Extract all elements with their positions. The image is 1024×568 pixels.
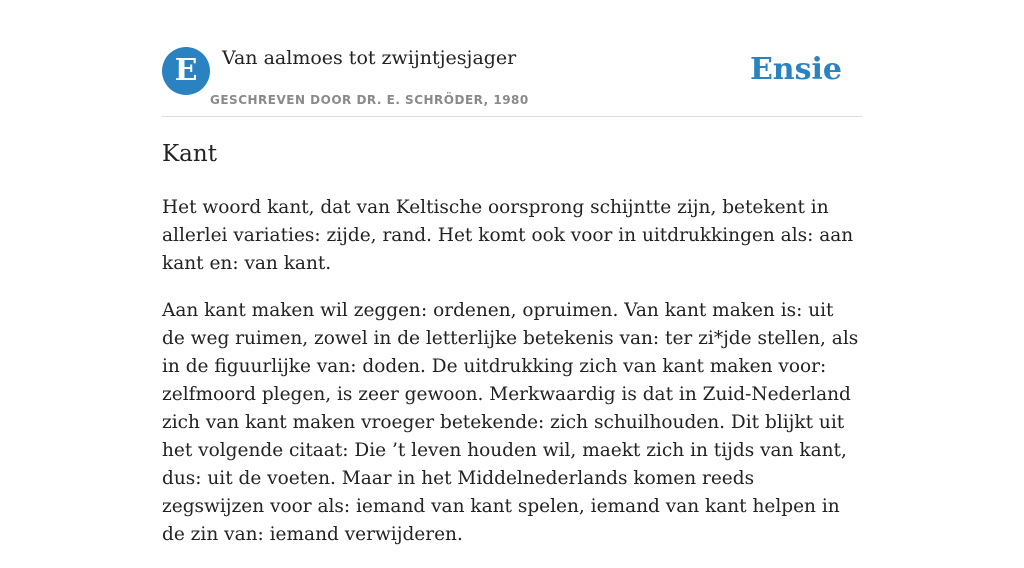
header xyxy=(162,46,862,117)
entry-content xyxy=(162,138,862,568)
book-title[interactable]: Van aalmoes tot zwijntjesjager xyxy=(222,47,517,69)
entry-paragraph: Aan kant maken wil zeggen: ordenen, opruimen. Van kant maken is: uit de weg ruimen, zowel in de letterlijke betekenis van: ter zi*jde stellen, als in de figuurlijke van: doden. De uitdrukking zich van kant maken voor: zelfmoord plegen, is zeer gewoon. Merkwaardig is dat in Zuid-Nederland zich van kant maken vroeger betekende: zich schuilhouden. Dit blijkt uit het volgende citaat: Die ’t leven houden wil, maekt zich in tijds van kant, dus: uit de voeten. Maar in het Middelnederlands komen reeds zegswijzen voor als: iemand van kant spelen, iemand van kant helpen in de zin van: iemand verwijderen. xyxy=(162,300,859,545)
entry-paragraph: Het woord kant, dat van Keltische oorsprong schijntte zijn, betekent in allerlei variaties: zijde, rand. Het komt ook voor in uitdrukkingen als: aan kant en: van kant. xyxy=(162,197,854,274)
brand-logo[interactable]: Ensie xyxy=(749,52,842,87)
entry-headword: Kant xyxy=(162,141,217,167)
author-byline: GESCHREVEN DOOR DR. E. SCHRÖDER, 1980 xyxy=(210,93,529,107)
ensie-logo-icon[interactable]: E xyxy=(162,47,210,95)
